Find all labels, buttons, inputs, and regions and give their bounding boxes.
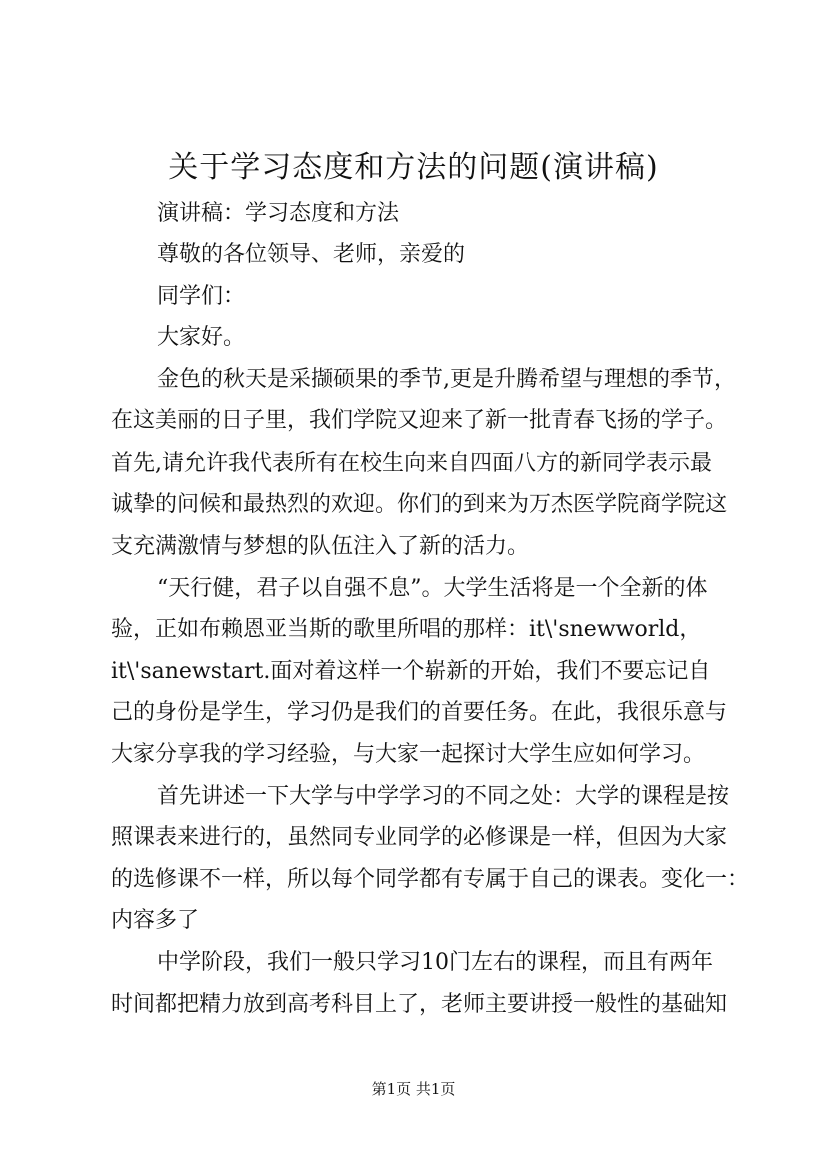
paragraph-line: 时间都把精力放到高考科目上了，老师主要讲授一般性的基础知 — [111, 992, 728, 1017]
paragraph-line: 首先讲述一下大学与中学学习的不同之处：大学的课程是按 — [157, 784, 730, 809]
paragraph-line: 在这美丽的日子里，我们学院又迎来了新一批青春飞扬的学子。 — [111, 408, 728, 433]
page-number-footer: 第1页 共1页 — [371, 1080, 456, 1098]
paragraph-line: 验，正如布赖恩亚当斯的歌里所唱的那样：it\'snewworld， — [111, 617, 702, 642]
paragraph-line: 支充满激情与梦想的队伍注入了新的活力。 — [111, 534, 530, 559]
paragraph-line: 内容多了 — [111, 908, 200, 933]
document-title: 关于学习态度和方法的问题(演讲稿) — [168, 150, 659, 185]
paragraph-line: 尊敬的各位领导、老师，亲爱的 — [157, 242, 466, 267]
paragraph-line: 同学们： — [157, 284, 246, 309]
paragraph-line: 己的身份是学生，学习仍是我们的首要任务。在此，我很乐意与 — [111, 700, 728, 725]
paragraph-line: 照课表来进行的，虽然同专业同学的必修课是一样，但因为大家 — [111, 825, 728, 850]
paragraph-line: 大家分享我的学习经验，与大家一起探讨大学生应如何学习。 — [111, 742, 706, 767]
paragraph-line: 中学阶段，我们一般只学习10门左右的课程，而且有两年 — [157, 950, 713, 975]
paragraph-line: 诚挚的问候和最热烈的欢迎。你们的到来为万杰医学院商学院这 — [111, 492, 728, 517]
paragraph-line: it\'sanewstart.面对着这样一个崭新的开始，我们不要忘记自 — [111, 659, 711, 684]
paragraph-line: 大家好。 — [157, 325, 246, 350]
paragraph-line: 首先,请允许我代表所有在校生向来自四面八方的新同学表示最 — [111, 451, 712, 476]
paragraph-line: 的选修课不一样，所以每个同学都有专属于自己的课表。变化一： — [111, 867, 750, 892]
paragraph-line: 演讲稿：学习态度和方法 — [157, 201, 400, 226]
paragraph-line: “天行健，君子以自强不息”。大学生活将是一个全新的体 — [157, 576, 708, 601]
paragraph-line: 金色的秋天是采撷硕果的季节,更是升腾希望与理想的季节， — [157, 367, 736, 392]
